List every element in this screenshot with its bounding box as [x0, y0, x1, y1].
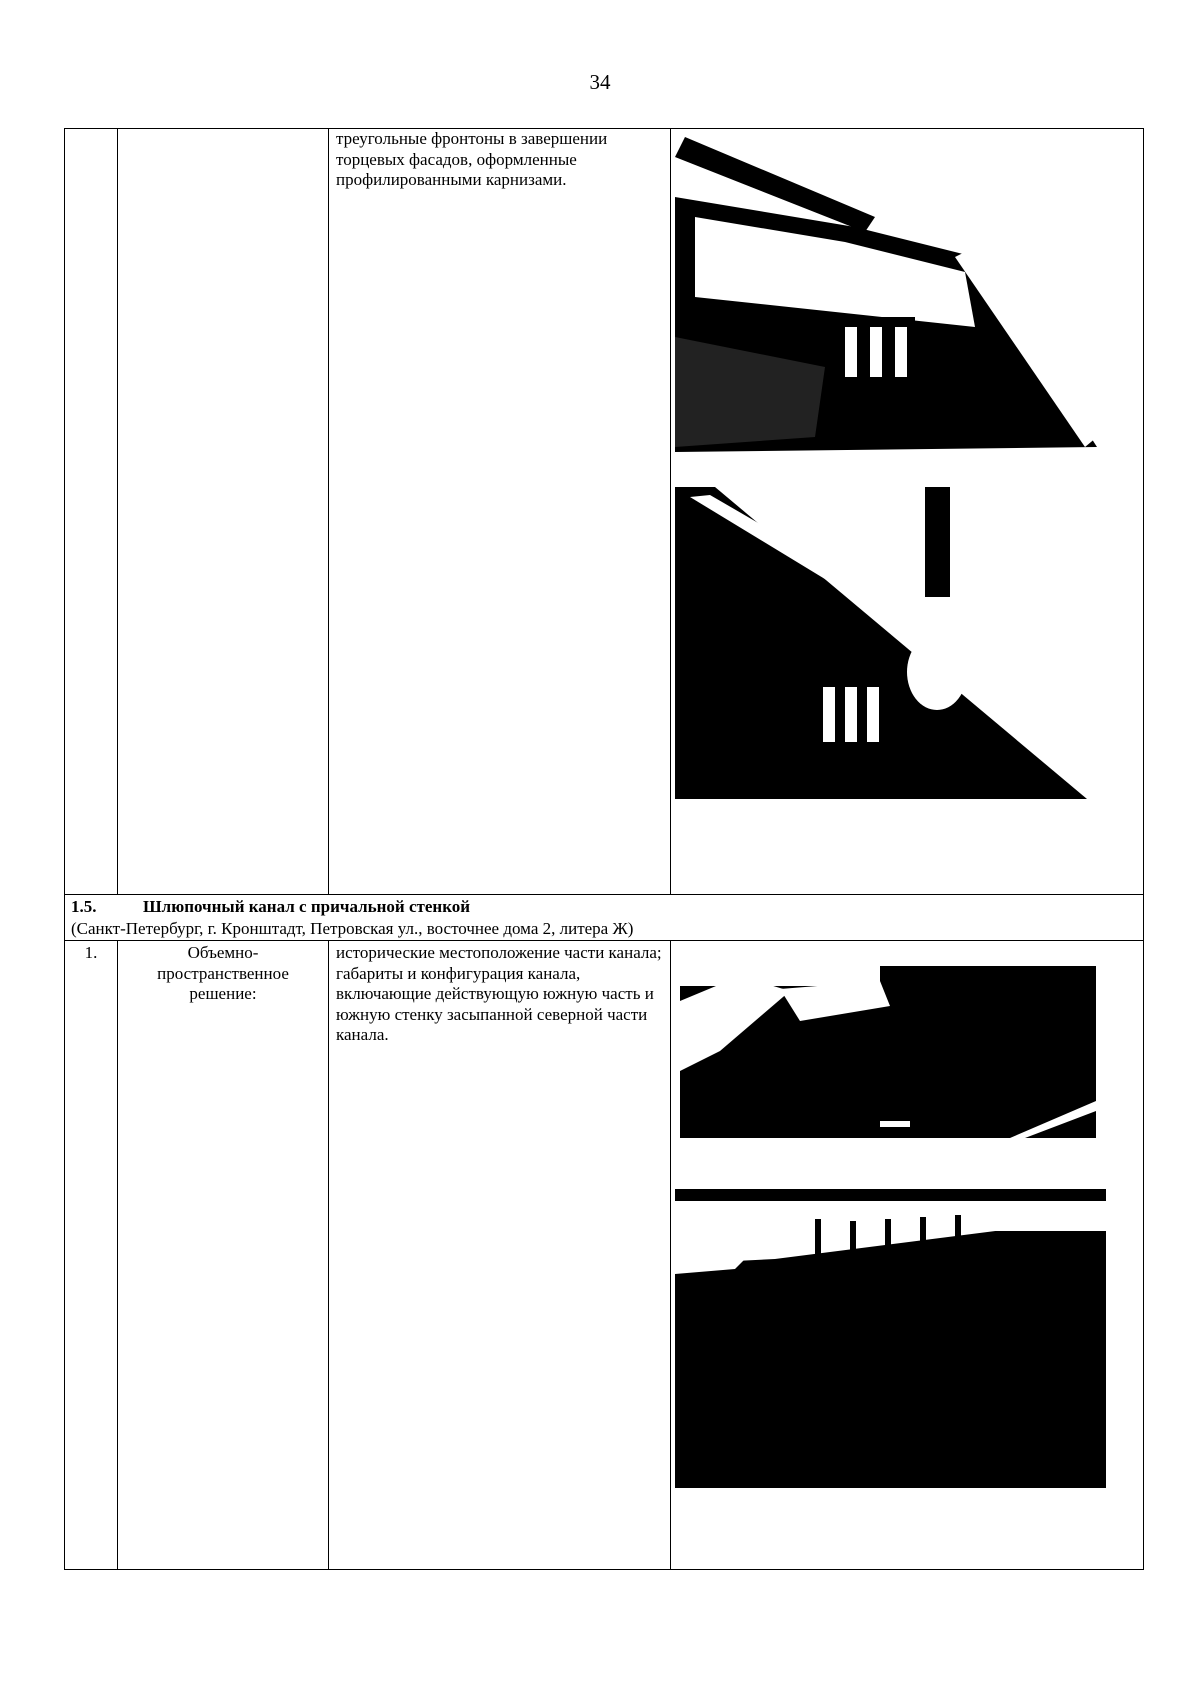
subject-line: Объемно- — [187, 943, 259, 962]
section-heading — [71, 897, 470, 917]
column-divider — [117, 940, 118, 1569]
column-divider — [328, 940, 329, 1569]
canal-view-photo — [680, 961, 1096, 1138]
subject-cell — [118, 943, 328, 1005]
row-number: 1. — [84, 943, 98, 962]
subject-line: пространственное — [157, 963, 289, 983]
characteristic-cell: исторические местоположение части канала; габариты и конфигурация канала, включающие действующую южную часть и южную стенку засыпанной северной части канала. — [336, 943, 662, 1044]
characteristic-cell: треугольные фронтоны в завершении торцевых фасадов, оформленные профилированными карнизами. — [336, 129, 608, 189]
section-number: 1.5. — [71, 897, 97, 916]
row-divider — [65, 940, 1143, 941]
canal-embankment-photo — [675, 1189, 1106, 1488]
building-gable-roof-photo — [675, 487, 1087, 799]
building-gable-facade-photo — [675, 137, 1097, 452]
column-divider — [328, 129, 329, 894]
subject-line: решение: — [189, 984, 257, 1003]
row-divider — [65, 894, 1143, 895]
section-address: (Санкт-Петербург, г. Кронштадт, Петровская ул., восточнее дома 2, литера Ж) — [71, 919, 634, 938]
protection-subject-table — [64, 128, 1144, 1570]
page-number: 34 — [589, 70, 611, 94]
column-divider — [670, 129, 671, 894]
column-divider — [117, 129, 118, 894]
section-title: Шлюпочный канал с причальной стенкой — [143, 897, 471, 916]
column-divider — [670, 940, 671, 1569]
